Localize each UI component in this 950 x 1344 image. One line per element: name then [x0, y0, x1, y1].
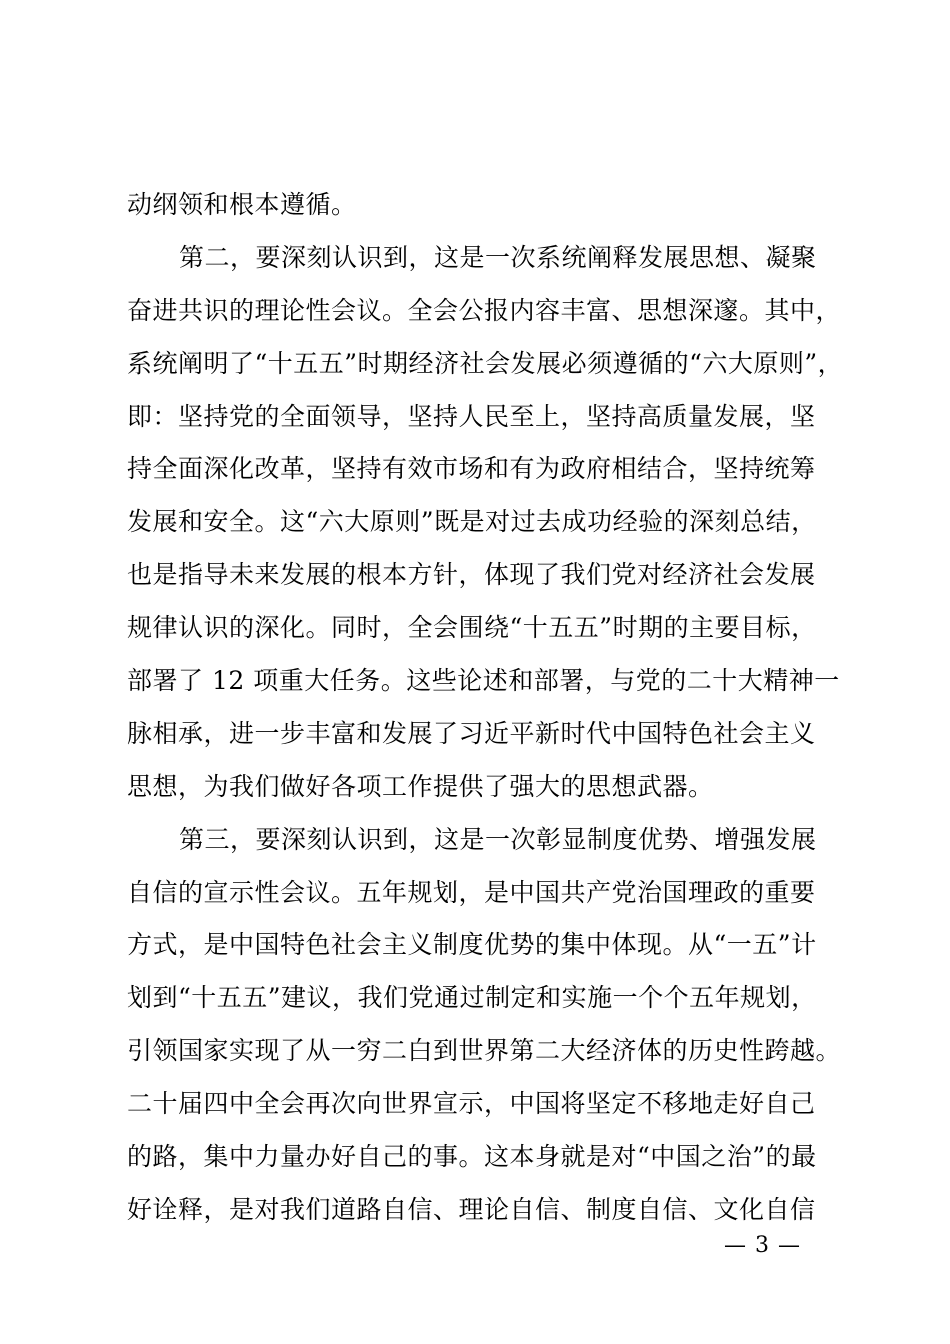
text-line: 划到“十五五”建议，我们党通过制定和实施一个个五年规划，	[127, 983, 817, 1013]
text-line: 持全面深化改革，坚持有效市场和有为政府相结合，坚持统筹	[127, 454, 816, 484]
text-line: 发展和安全。这“六大原则”既是对过去成功经验的深刻总结，	[127, 507, 817, 537]
text-line: 也是指导未来发展的根本方针，体现了我们党对经济社会发展	[127, 560, 816, 590]
text-line: 动纲领和根本遵循。	[127, 190, 357, 219]
text-line: 部署了 12 项重大任务。这些论述和部署，与党的二十大精神一	[127, 666, 840, 696]
text-line: 的路，集中力量办好自己的事。这本身就是对“中国之治”的最	[127, 1142, 817, 1172]
text-line: 思想，为我们做好各项工作提供了强大的思想武器。	[127, 771, 714, 801]
text-line: 即：坚持党的全面领导，坚持人民至上，坚持高质量发展，坚	[127, 401, 816, 431]
text-line: 奋进共识的理论性会议。全会公报内容丰富、思想深邃。其中，	[127, 295, 842, 325]
paragraph-start-line: 第二，要深刻认识到，这是一次系统阐释发展思想、凝聚	[179, 242, 817, 272]
text-line: 方式，是中国特色社会主义制度优势的集中体现。从“一五”计	[127, 930, 817, 960]
text-line: 二十届四中全会再次向世界宣示，中国将坚定不移地走好自己	[127, 1089, 816, 1119]
paragraph-start-line: 第三，要深刻认识到，这是一次彰显制度优势、增强发展	[179, 824, 817, 854]
page-number: — 3 —	[724, 1233, 801, 1258]
text-line: 引领国家实现了从一穷二白到世界第二大经济体的历史性跨越。	[127, 1036, 842, 1066]
text-line: 自信的宣示性会议。五年规划，是中国共产党治国理政的重要	[127, 877, 816, 907]
text-line: 脉相承，进一步丰富和发展了习近平新时代中国特色社会主义	[127, 718, 816, 748]
text-line: 规律认识的深化。同时，全会围绕“十五五”时期的主要目标，	[127, 613, 817, 643]
document-body	[127, 179, 852, 1237]
text-line: 系统阐明了“十五五”时期经济社会发展必须遵循的“六大原则”，	[127, 348, 844, 378]
text-line: 好诠释，是对我们道路自信、理论自信、制度自信、文化自信	[127, 1194, 816, 1224]
